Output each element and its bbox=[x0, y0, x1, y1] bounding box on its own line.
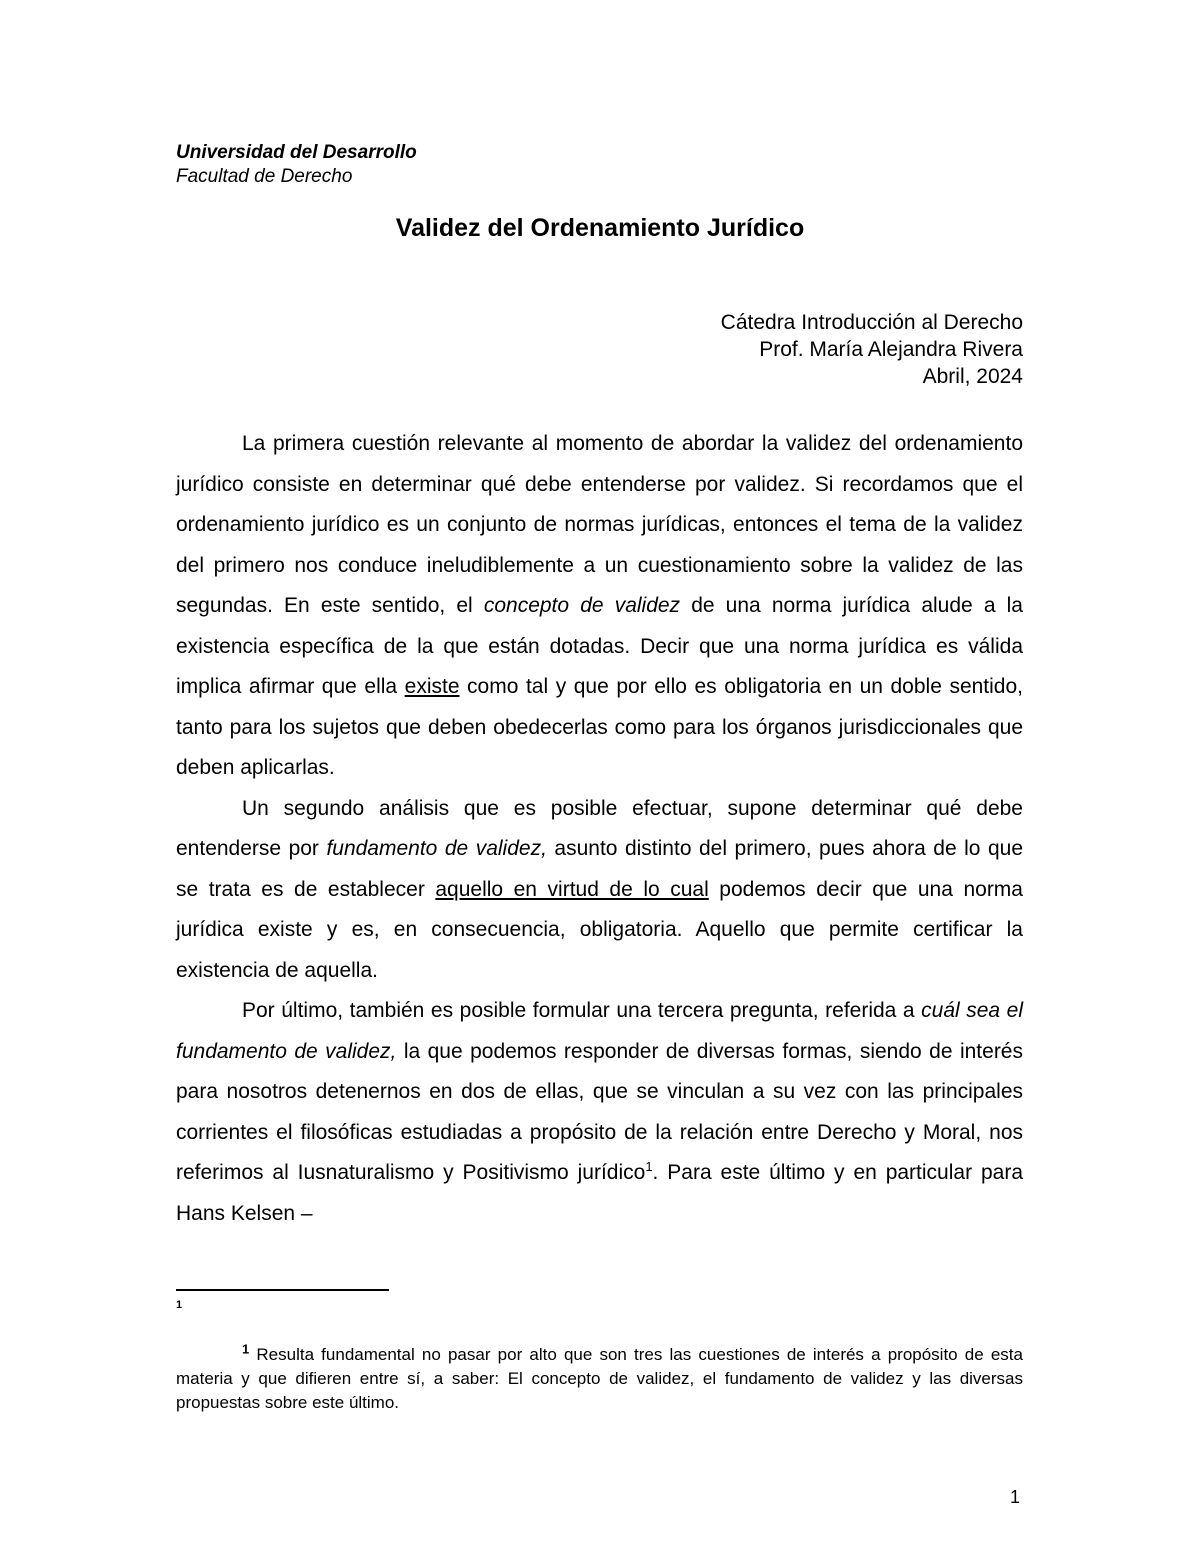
paragraph-1-text-b: de una norma jurídica alude a la existencia específica de la que están dotadas. Decir que una norma jurídica es válida implica afirmar que ella bbox=[176, 594, 1023, 698]
footnote-body: Resulta fundamental no pasar por alto que son tres las cuestiones de interés a propósito de esta materia y que difieren entre sí, a saber: El concepto de validez, el fundamento de validez y las diversas propuestas sobre este último. bbox=[176, 1345, 1023, 1412]
paragraph-1-underline: existe bbox=[404, 675, 460, 698]
paragraph-3-text-c: . Para este último y en particular para Hans Kelsen – bbox=[176, 1161, 1023, 1225]
footnote-reference[interactable]: 1 bbox=[645, 1159, 653, 1174]
paragraph-1-emphasis: concepto de validez bbox=[483, 594, 681, 617]
paragraph-2-text-a: Un segundo análisis que es posible efectuar, supone determinar qué debe entenderse por bbox=[176, 796, 1023, 860]
paragraph-2-emphasis: fundamento de validez, bbox=[326, 837, 547, 860]
footnote-marker: 1 bbox=[242, 1341, 250, 1357]
paragraph-3 bbox=[176, 991, 1023, 1234]
paragraph-2-text-b: asunto distinto del primero, pues ahora de lo que se trata es de establecer bbox=[176, 837, 1023, 901]
paragraph-3-text-a: Por último, también es posible formular una tercera pregunta, referida a bbox=[242, 999, 922, 1022]
paragraph-1-text-a: La primera cuestión relevante al momento de abordar la validez del ordenamiento jurídico consiste en determinar qué debe entenderse por validez. Si recordamos que el ordenamiento jurídico es un conjunto de normas jurídicas, entonces el tema de la validez del primero nos conduce ineludiblemente a un cuestionamiento sobre la validez de las segundas. En este sentido, el bbox=[176, 432, 1023, 617]
document-date: Abril, 2024 bbox=[922, 365, 1023, 388]
page-number: 1 bbox=[1010, 1487, 1021, 1507]
paragraph-2 bbox=[176, 789, 1023, 992]
footnote bbox=[176, 1343, 1023, 1415]
course-name: Cátedra Introducción al Derecho bbox=[720, 311, 1023, 334]
paragraph-2-text-c: podemos decir que una norma jurídica existe y es, en consecuencia, obligatoria. Aquello que permite certificar la existencia de aquella. bbox=[176, 877, 1023, 982]
institution-header bbox=[176, 141, 417, 189]
footnote-separator bbox=[176, 1289, 389, 1291]
footnote-text bbox=[176, 1343, 1023, 1415]
professor-name: Prof. María Alejandra Rivera bbox=[759, 338, 1023, 361]
paragraph-2-underline: aquello en virtud de lo cual bbox=[435, 877, 709, 901]
document-body bbox=[176, 424, 1023, 1234]
document-title: Validez del Ordenamiento Jurídico bbox=[395, 214, 805, 242]
paragraph-1 bbox=[176, 424, 1023, 789]
faculty-name: Facultad de Derecho bbox=[176, 166, 353, 187]
document-meta bbox=[721, 309, 1023, 390]
footnote-separator-marker: 1 bbox=[176, 1299, 183, 1311]
university-name: Universidad del Desarrollo bbox=[176, 142, 417, 163]
paragraph-1-text-c: como tal y que por ello es obligatoria en un doble sentido, tanto para los sujetos que deben obedecerlas como para los órganos jurisdiccionales que deben aplicarlas. bbox=[176, 675, 1023, 779]
paragraph-3-text-b: la que podemos responder de diversas formas, siendo de interés para nosotros detenernos en dos de ellas, que se vinculan a su vez con las principales corrientes el filosóficas estudiadas a propósito de la relación entre Derecho y Moral, nos referimos al Iusnaturalismo y Positivismo jurídico bbox=[176, 1039, 1023, 1184]
paragraph-3-emphasis: cuál sea el fundamento de validez, bbox=[176, 999, 1023, 1063]
